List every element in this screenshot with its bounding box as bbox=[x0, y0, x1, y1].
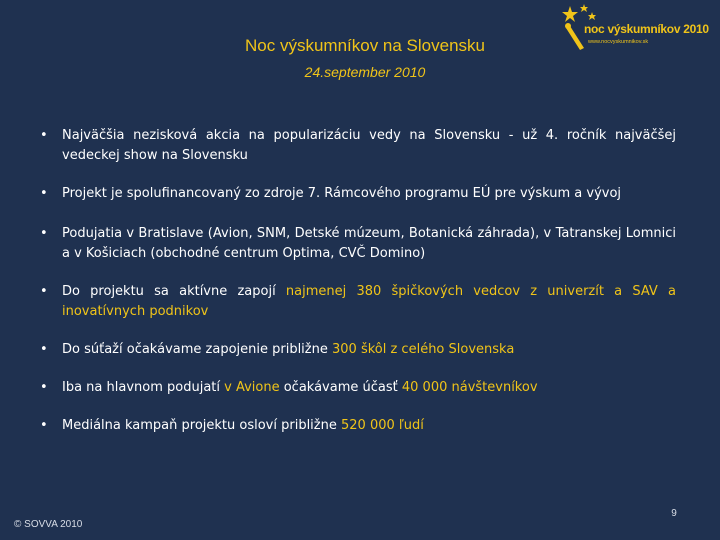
bullet-text: Do projektu sa aktívne zapojí bbox=[62, 284, 286, 299]
footer-copyright: © SOVVA 2010 bbox=[14, 519, 83, 530]
bullet-text: Projekt je spolufinancovaný zo zdroje 7. Rámcového programu EÚ pre výskum a vývoj bbox=[62, 186, 622, 201]
bullet-dot: • bbox=[40, 284, 48, 299]
bullet-highlight: v Avione bbox=[224, 380, 280, 395]
bullet-text: Najväčšia nezisková akcia na popularizáciu vedy na Slovensku - už 4. ročník najväčšej vedeckej show na Slovensku bbox=[62, 128, 676, 163]
bullet-dot: • bbox=[40, 128, 48, 143]
bullet-item bbox=[40, 282, 676, 322]
bullet-item bbox=[40, 416, 676, 436]
bullet-highlight: 300 škôl z celého Slovenska bbox=[332, 342, 515, 357]
bullet-dot: • bbox=[40, 226, 48, 241]
bullet-text: Iba na hlavnom podujatí bbox=[62, 380, 225, 395]
bullet-item bbox=[40, 126, 676, 166]
bullet-highlight: najmenej 380 špičkových vedcov z univerzít a SAV a inovatívnych podnikov bbox=[62, 284, 676, 319]
bullet-item bbox=[40, 224, 676, 264]
logo-name: noc výskumníkov 2010 bbox=[584, 22, 709, 36]
slide-title: Noc výskumníkov na Slovensku bbox=[245, 36, 485, 55]
bullet-dot: • bbox=[40, 186, 48, 201]
logo-url: www.nocvyskumnikov.sk bbox=[588, 39, 649, 45]
bullet-highlight: 520 000 ľudí bbox=[341, 418, 424, 433]
logo bbox=[556, 2, 718, 52]
bullet-highlight: 40 000 návštevníkov bbox=[401, 380, 538, 395]
bullet-item bbox=[40, 340, 676, 360]
bullet-text: Mediálna kampaň projektu osloví približne bbox=[62, 418, 341, 433]
bullet-item bbox=[40, 378, 676, 398]
bullet-text: Do súťaží očakávame zapojenie približne bbox=[62, 342, 332, 357]
bullet-dot: • bbox=[40, 418, 48, 433]
bullet-dot: • bbox=[40, 342, 48, 357]
bullet-item bbox=[40, 184, 676, 204]
bullet-text: očakávame účasť bbox=[279, 380, 402, 395]
bullet-dot: • bbox=[40, 380, 48, 395]
bullet-text: Podujatia v Bratislave (Avion, SNM, Detské múzeum, Botanická záhrada), v Tatranskej Lomnici a v Košiciach (obchodné centrum Optima, CVČ Domino) bbox=[62, 226, 676, 261]
slide-date: 24.september 2010 bbox=[304, 64, 426, 80]
page-number: 9 bbox=[671, 508, 677, 519]
